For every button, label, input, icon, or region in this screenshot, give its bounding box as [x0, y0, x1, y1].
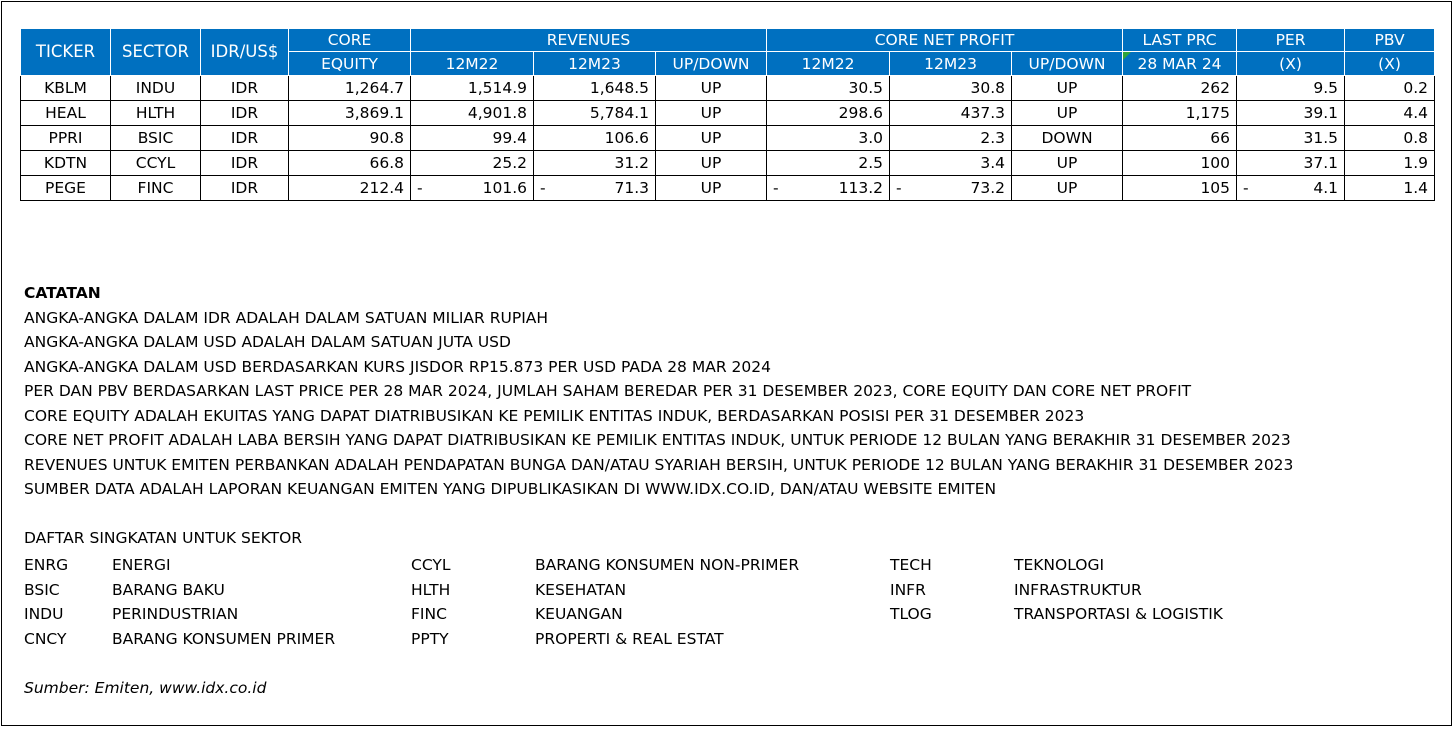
- cell-np-12m23: [890, 126, 1012, 151]
- abbr-name: KEUANGAN: [535, 605, 623, 623]
- abbr-name: KESEHATAN: [535, 580, 627, 599]
- cell-last-price: [1123, 101, 1237, 126]
- cell-rev-updown: [656, 126, 767, 151]
- col-core-net-profit-header: CORE NET PROFIT: [767, 29, 1123, 52]
- cell-last-price: [1123, 126, 1237, 151]
- cell-value: UP: [700, 179, 722, 197]
- note-line: SUMBER DATA ADALAH LAPORAN KEUANGAN EMITEN YANG DIPUBLIKASIKAN DI WWW.IDX.CO.ID, DAN/ATAU WEBSITE EMITEN: [24, 480, 997, 498]
- cell-last-price: [1123, 176, 1237, 201]
- cell-value: 25.2: [492, 154, 527, 172]
- cell-rev-12m22: [411, 76, 534, 101]
- abbr-name: BARANG KONSUMEN PRIMER: [112, 629, 336, 648]
- cell-value: 31.2: [614, 154, 649, 172]
- col-revenues-header: REVENUES: [411, 29, 767, 52]
- table-row: [21, 176, 1435, 201]
- cell-rev-12m22: [411, 101, 534, 126]
- cell-rev-12m23: [534, 176, 656, 201]
- col-currency-header: IDR/US$: [201, 29, 289, 76]
- abbr-code: ENRG: [24, 556, 69, 574]
- abbr-code: FINC: [411, 605, 447, 623]
- cell-pbv: [1345, 76, 1435, 101]
- cell-rev-updown: [656, 176, 767, 201]
- cell-sector: [111, 101, 201, 126]
- cell-value: UP: [700, 104, 722, 122]
- negative-sign: -: [540, 179, 546, 197]
- cell-value: 101.6: [482, 179, 527, 197]
- cell-value: 66: [1210, 129, 1231, 147]
- abbr-col2-names: [535, 553, 799, 651]
- cell-rev-12m23: [534, 101, 656, 126]
- cell-value: FINC: [137, 179, 174, 197]
- financial-table: [20, 28, 1435, 201]
- cell-value: 99.4: [492, 129, 527, 147]
- cell-currency: [201, 151, 289, 176]
- abbr-code: INFR: [890, 580, 926, 599]
- col-sector-header: SECTOR: [111, 29, 201, 76]
- notes-title: CATATAN: [24, 284, 101, 302]
- cell-value: BSIC: [137, 129, 174, 147]
- note-line: PER DAN PBV BERDASARKAN LAST PRICE PER 28 MAR 2024, JUMLAH SAHAM BEREDAR PER 31 DESEMBER 2023, CORE EQUITY DAN CORE NET PROFIT: [24, 382, 1192, 400]
- cell-value: 39.1: [1303, 104, 1339, 122]
- cell-core-equity: [289, 76, 411, 101]
- cell-currency: [201, 176, 289, 201]
- col-per-unit-header: (X): [1237, 52, 1345, 76]
- abbr-name: BARANG BAKU: [112, 580, 225, 599]
- cell-np-12m22: [767, 76, 890, 101]
- cell-value: 1,648.5: [589, 79, 649, 97]
- col-core-equity-header: CORE: [289, 29, 411, 52]
- cell-value: 30.8: [970, 79, 1006, 97]
- cell-value: 105: [1200, 179, 1231, 197]
- cell-np-12m22: [767, 101, 890, 126]
- cell-value: UP: [700, 79, 722, 97]
- cell-np-updown: [1012, 76, 1123, 101]
- notes-section: [24, 281, 1293, 502]
- cell-value: IDR: [230, 179, 259, 197]
- cell-value: 1.9: [1403, 154, 1429, 172]
- abbreviations-title: DAFTAR SINGKATAN UNTUK SEKTOR: [24, 529, 303, 547]
- cell-ticker: [21, 101, 111, 126]
- source-citation: Sumber: Emiten, www.idx.co.id: [24, 679, 267, 697]
- cell-np-12m23: [890, 151, 1012, 176]
- cell-np-12m22: [767, 176, 890, 201]
- abbr-name: TEKNOLOGI: [1014, 556, 1105, 574]
- cell-np-updown: [1012, 101, 1123, 126]
- cell-currency: [201, 101, 289, 126]
- abbr-code: TECH: [890, 556, 932, 574]
- cell-per: [1237, 151, 1345, 176]
- cell-value: DOWN: [1041, 129, 1093, 147]
- cell-value: IDR: [230, 154, 259, 172]
- abbr-code: CCYL: [411, 556, 451, 574]
- col-rev-12m23-header: 12M23: [534, 52, 656, 76]
- cell-core-equity: [289, 151, 411, 176]
- abbr-col2-codes: [411, 553, 450, 651]
- cell-value: 90.8: [369, 129, 404, 147]
- cell-ticker: [21, 151, 111, 176]
- abbr-col1-codes: [24, 553, 68, 651]
- abbr-name: BARANG KONSUMEN NON-PRIMER: [535, 556, 800, 574]
- cell-value: 31.5: [1303, 129, 1339, 147]
- cell-pbv: [1345, 101, 1435, 126]
- abbr-col3-names: [1014, 553, 1223, 627]
- cell-rev-updown: [656, 101, 767, 126]
- table-row: [21, 126, 1435, 151]
- cell-value: UP: [700, 129, 722, 147]
- cell-value: 262: [1200, 79, 1231, 97]
- cell-per: [1237, 76, 1345, 101]
- abbr-col1-names: [112, 553, 335, 651]
- cell-value: UP: [1056, 104, 1078, 122]
- cell-value: IDR: [230, 104, 259, 122]
- cell-value: 37.1: [1303, 154, 1339, 172]
- abbr-name: ENERGI: [112, 556, 171, 574]
- cell-value: 100: [1200, 154, 1231, 172]
- abbr-code: CNCY: [24, 629, 67, 648]
- negative-sign: -: [1243, 179, 1249, 197]
- cell-value: 30.5: [848, 79, 884, 97]
- cell-value: 2.3: [980, 129, 1006, 147]
- cell-rev-12m22: [411, 126, 534, 151]
- cell-sector: [111, 176, 201, 201]
- cell-ticker: [21, 76, 111, 101]
- cell-rev-updown: [656, 76, 767, 101]
- cell-value: HEAL: [45, 104, 86, 122]
- col-pbv-header: PBV: [1345, 29, 1435, 52]
- abbr-code: HLTH: [411, 580, 451, 599]
- cell-value: 1,514.9: [467, 79, 527, 97]
- cell-sector: [111, 126, 201, 151]
- abbr-name: TRANSPORTASI & LOGISTIK: [1014, 605, 1223, 623]
- cell-np-12m23: [890, 76, 1012, 101]
- cell-value: 1,175: [1185, 104, 1231, 122]
- cell-value: CCYL: [135, 154, 176, 172]
- cell-value: 3.0: [858, 129, 884, 147]
- cell-currency: [201, 76, 289, 101]
- col-last-price-date-header: 28 MAR 24: [1123, 52, 1237, 76]
- cell-value: 2.5: [858, 154, 884, 172]
- cell-value: 113.2: [838, 179, 884, 197]
- cell-value: 106.6: [604, 129, 649, 147]
- cell-np-updown: [1012, 151, 1123, 176]
- cell-ticker: [21, 126, 111, 151]
- cell-rev-12m22: [411, 151, 534, 176]
- cell-value: 3.4: [980, 154, 1006, 172]
- cell-core-equity: [289, 101, 411, 126]
- cell-value: 66.8: [369, 154, 404, 172]
- cell-value: 3,869.1: [344, 104, 404, 122]
- cell-core-equity: [289, 176, 411, 201]
- note-line: REVENUES UNTUK EMITEN PERBANKAN ADALAH PENDAPATAN BUNGA DAN/ATAU SYARIAH BERSIH, UNTUK PERIODE 12 BULAN YANG BERAKHIR 31 DESEMBER 2023: [24, 455, 1294, 474]
- note-line: CORE NET PROFIT ADALAH LABA BERSIH YANG DAPAT DIATRIBUSIKAN KE PEMILIK ENTITAS INDUK, UNTUK PERIODE 12 BULAN YANG BERAKHIR 31 DESEMBER 2023: [24, 431, 1291, 449]
- cell-value: 0.8: [1403, 129, 1429, 147]
- col-pbv-unit-header: (X): [1345, 52, 1435, 76]
- cell-value: 298.6: [838, 104, 884, 122]
- cell-rev-12m23: [534, 76, 656, 101]
- cell-value: KDTN: [43, 154, 88, 172]
- cell-sector: [111, 76, 201, 101]
- cell-value: 437.3: [960, 104, 1006, 122]
- abbr-name: PERINDUSTRIAN: [112, 605, 239, 623]
- table-row: [21, 101, 1435, 126]
- cell-value: 1,264.7: [344, 79, 404, 97]
- cell-np-12m23: [890, 101, 1012, 126]
- note-line: CORE EQUITY ADALAH EKUITAS YANG DAPAT DIATRIBUSIKAN KE PEMILIK ENTITAS INDUK, BERDASARKAN POSISI PER 31 DESEMBER 2023: [24, 406, 1085, 425]
- cell-value: 4.1: [1313, 179, 1339, 197]
- col-ticker-header: TICKER: [21, 29, 111, 76]
- cell-value: IDR: [230, 129, 259, 147]
- cell-value: 1.4: [1403, 179, 1429, 197]
- cell-last-price: [1123, 151, 1237, 176]
- abbr-code: INDU: [24, 605, 64, 623]
- abbr-col3-codes: [890, 553, 932, 627]
- col-last-price-header: LAST PRC: [1123, 29, 1237, 52]
- note-line: ANGKA-ANGKA DALAM USD ADALAH DALAM SATUAN JUTA USD: [24, 333, 511, 351]
- cell-pbv: [1345, 126, 1435, 151]
- negative-sign: -: [773, 179, 779, 197]
- cell-value: 4.4: [1403, 104, 1429, 122]
- cell-value: PEGE: [45, 179, 86, 197]
- cell-value: 71.3: [614, 179, 649, 197]
- cell-value: 4,901.8: [467, 104, 527, 122]
- cell-np-updown: [1012, 126, 1123, 151]
- cell-value: 212.4: [359, 179, 404, 197]
- cell-value: PPRI: [48, 129, 83, 147]
- abbr-code: TLOG: [890, 605, 932, 623]
- cell-value: UP: [1056, 79, 1078, 97]
- cell-rev-12m23: [534, 151, 656, 176]
- cell-per: [1237, 101, 1345, 126]
- col-per-header: PER: [1237, 29, 1345, 52]
- cell-currency: [201, 126, 289, 151]
- negative-sign: -: [896, 179, 902, 197]
- cell-value: KBLM: [44, 79, 87, 97]
- cell-per: [1237, 126, 1345, 151]
- cell-pbv: [1345, 151, 1435, 176]
- abbr-name: PROPERTI & REAL ESTAT: [535, 629, 724, 648]
- cell-value: 5,784.1: [589, 104, 649, 122]
- cell-per: [1237, 176, 1345, 201]
- cell-ticker: [21, 176, 111, 201]
- col-core-equity-subheader: EQUITY: [289, 52, 411, 76]
- cell-value: 73.2: [970, 179, 1006, 197]
- cell-np-12m23: [890, 176, 1012, 201]
- cell-core-equity: [289, 126, 411, 151]
- note-line: ANGKA-ANGKA DALAM IDR ADALAH DALAM SATUAN MILIAR RUPIAH: [24, 308, 549, 327]
- cell-pbv: [1345, 176, 1435, 201]
- table-row: [21, 76, 1435, 101]
- col-rev-updown-header: UP/DOWN: [656, 52, 767, 76]
- cell-rev-12m23: [534, 126, 656, 151]
- col-np-12m22-header: 12M22: [767, 52, 890, 76]
- negative-sign: -: [417, 179, 423, 197]
- cell-value: IDR: [230, 79, 259, 97]
- col-np-12m23-header: 12M23: [890, 52, 1012, 76]
- cell-value: UP: [1056, 179, 1078, 197]
- col-np-updown-header: UP/DOWN: [1012, 52, 1123, 76]
- abbr-code: BSIC: [24, 580, 60, 599]
- cell-value: INDU: [135, 79, 176, 97]
- cell-value: 0.2: [1403, 79, 1429, 97]
- cell-value: HLTH: [135, 104, 176, 122]
- cell-np-12m22: [767, 151, 890, 176]
- table-body: [21, 76, 1435, 201]
- header-row-top: [21, 29, 1435, 52]
- cell-sector: [111, 151, 201, 176]
- cell-rev-updown: [656, 151, 767, 176]
- table-row: [21, 151, 1435, 176]
- cell-value: UP: [1056, 154, 1078, 172]
- cell-value: 9.5: [1313, 79, 1339, 97]
- cell-np-updown: [1012, 176, 1123, 201]
- abbr-code: PPTY: [411, 629, 449, 648]
- cell-rev-12m22: [411, 176, 534, 201]
- abbr-name: INFRASTRUKTUR: [1014, 580, 1142, 599]
- cell-last-price: [1123, 76, 1237, 101]
- note-line: ANGKA-ANGKA DALAM USD BERDASARKAN KURS JISDOR RP15.873 PER USD PADA 28 MAR 2024: [24, 357, 771, 376]
- cell-np-12m22: [767, 126, 890, 151]
- cell-value: UP: [700, 154, 722, 172]
- col-rev-12m22-header: 12M22: [411, 52, 534, 76]
